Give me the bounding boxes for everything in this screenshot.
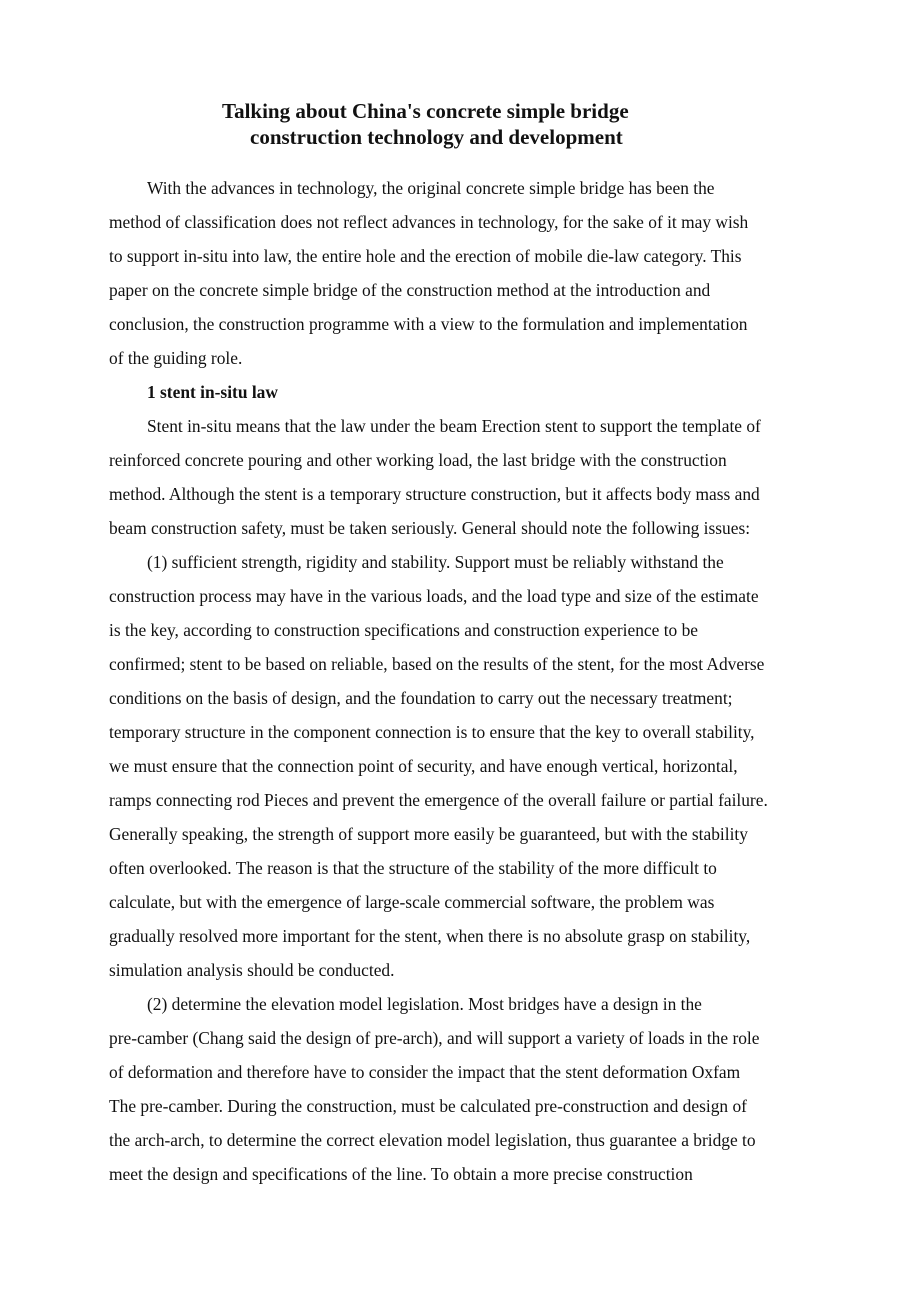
paragraph-line: (1) sufficient strength, rigidity and stability. Support must be reliably withstand the: [147, 552, 724, 572]
paragraph-line: Stent in-situ means that the law under the beam Erection stent to support the template of: [147, 416, 761, 436]
paragraph-line: paper on the concrete simple bridge of the construction method at the introduction and: [109, 280, 711, 300]
paragraph-line: conclusion, the construction programme with a view to the formulation and implementation: [109, 314, 748, 334]
paragraph-line: Generally speaking, the strength of support more easily be guaranteed, but with the stability: [109, 824, 748, 844]
paragraph-line: of deformation and therefore have to consider the impact that the stent deformation Oxfam: [109, 1062, 741, 1082]
paragraph-line: temporary structure in the component connection is to ensure that the key to overall stability,: [109, 722, 755, 742]
paragraph-line: conditions on the basis of design, and the foundation to carry out the necessary treatment;: [109, 688, 733, 708]
paragraph-line: gradually resolved more important for the stent, when there is no absolute grasp on stability,: [109, 926, 751, 946]
paragraph-line: we must ensure that the connection point of security, and have enough vertical, horizontal,: [109, 756, 738, 776]
paragraph-line: meet the design and specifications of the line. To obtain a more precise construction: [109, 1164, 693, 1184]
paragraph-line: simulation analysis should be conducted.: [109, 960, 395, 980]
document-title-line-2: construction technology and development: [250, 125, 623, 149]
paragraph-line: method. Although the stent is a temporary structure construction, but it affects body mass and: [109, 484, 760, 504]
paragraph-line: beam construction safety, must be taken seriously. General should note the following issues:: [109, 518, 751, 538]
paragraph-line: to support in-situ into law, the entire hole and the erection of mobile die-law category. This: [109, 246, 742, 266]
document-title-line-1: Talking about China's concrete simple bridge: [222, 99, 629, 123]
paragraph-line: calculate, but with the emergence of large-scale commercial software, the problem was: [109, 892, 715, 912]
paragraph-line: ramps connecting rod Pieces and prevent the emergence of the overall failure or partial failure.: [109, 790, 768, 810]
paragraph-line: often overlooked. The reason is that the structure of the stability of the more difficult to: [109, 858, 717, 878]
section-heading: 1 stent in-situ law: [147, 382, 278, 402]
paragraph-line: is the key, according to construction specifications and construction experience to be: [109, 620, 698, 640]
paragraph-line: With the advances in technology, the original concrete simple bridge has been the: [147, 178, 715, 198]
paragraph-line: construction process may have in the various loads, and the load type and size of the estimate: [109, 586, 759, 606]
paragraph-line: (2) determine the elevation model legislation. Most bridges have a design in the: [147, 994, 702, 1014]
paragraph-line: the arch-arch, to determine the correct elevation model legislation, thus guarantee a bridge to: [109, 1130, 756, 1150]
paragraph-line: confirmed; stent to be based on reliable, based on the results of the stent, for the most Adverse: [109, 654, 765, 674]
paragraph-line: method of classification does not reflect advances in technology, for the sake of it may wish: [109, 212, 749, 232]
paragraph-line: of the guiding role.: [109, 348, 243, 368]
paragraph-line: pre-camber (Chang said the design of pre-arch), and will support a variety of loads in the role: [109, 1028, 760, 1048]
paragraph-line: reinforced concrete pouring and other working load, the last bridge with the construction: [109, 450, 727, 470]
paragraph-line: The pre-camber. During the construction, must be calculated pre-construction and design of: [109, 1096, 747, 1116]
